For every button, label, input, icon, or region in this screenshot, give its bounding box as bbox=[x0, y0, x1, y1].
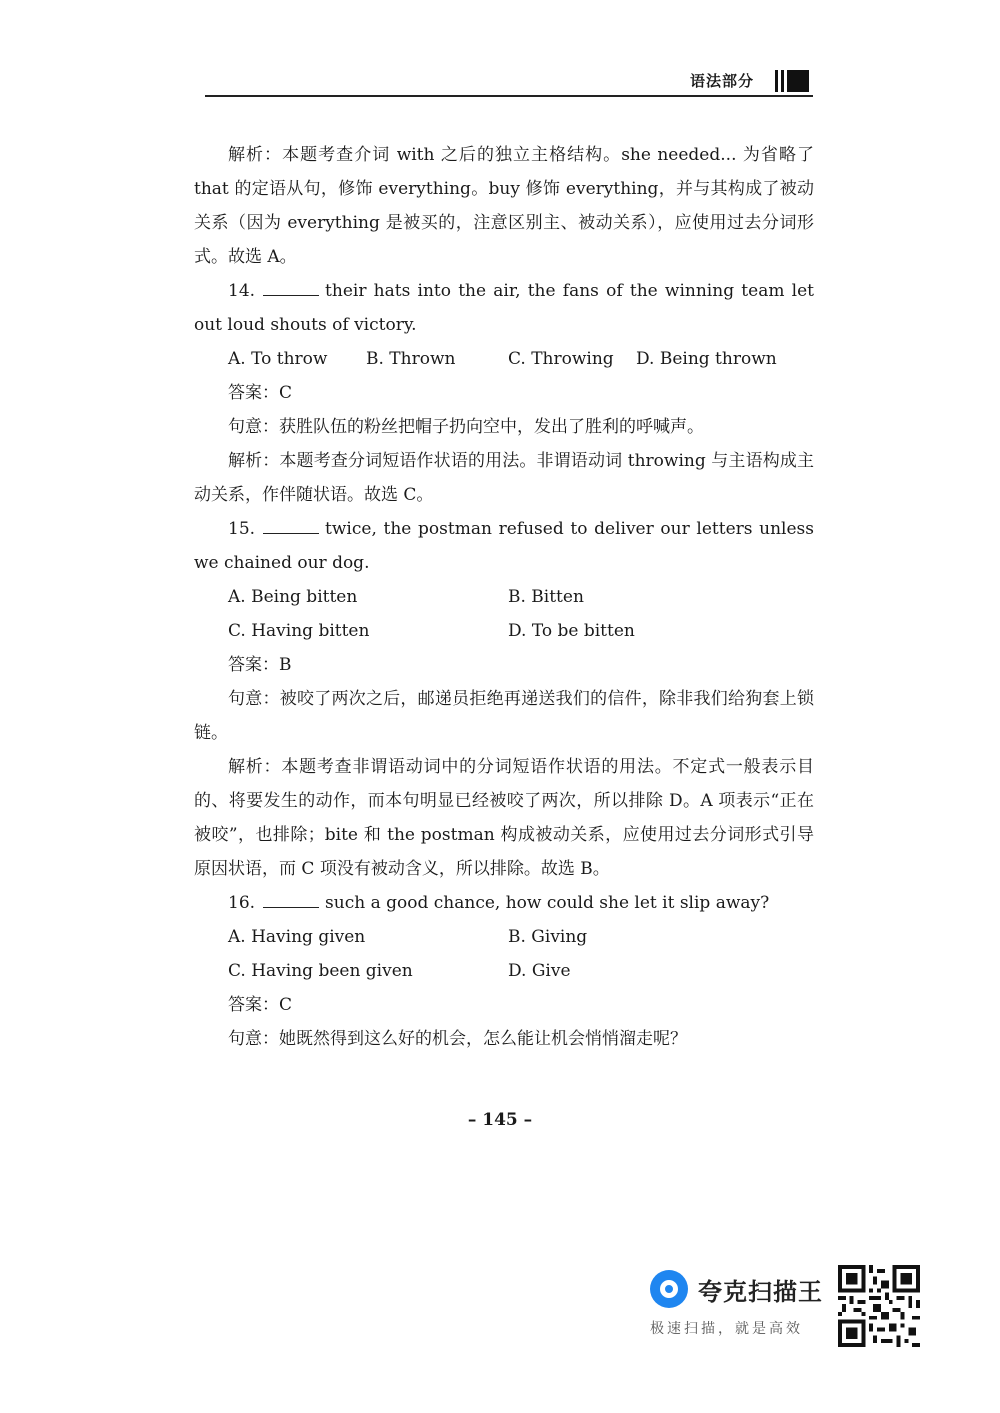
option-d: D. Being thrown bbox=[636, 349, 777, 369]
option-d: D. To be bitten bbox=[508, 621, 635, 641]
question-14-meaning: 句意：获胜队伍的粉丝把帽子扔向空中，发出了胜利的呼喊声。 bbox=[228, 417, 704, 437]
option-c: C. Having been given bbox=[228, 961, 413, 981]
header-divider bbox=[205, 95, 813, 97]
question-16-options-row-1 bbox=[194, 920, 814, 954]
intro-analysis: 解析：本题考查介词 with 之后的独立主格结构。she needed... 为省略了 that 的定语从句，修饰 everything。buy 修饰 everything，并与其构成了被动关系（因为 everything 是被买的，注意区别主、被动关系），应使用过去分词形式。故选 A。 bbox=[194, 145, 814, 267]
section-marker bbox=[775, 70, 809, 92]
question-16-stem: 16. such a good chance, how could she let it slip away? bbox=[228, 893, 770, 913]
watermark-brand: 夸克扫描王 bbox=[698, 1278, 823, 1306]
page-body bbox=[194, 138, 814, 1056]
option-c: C. Having bitten bbox=[228, 621, 370, 641]
option-a: A. Having given bbox=[228, 927, 366, 947]
option-b: B. Bitten bbox=[508, 587, 584, 607]
quark-logo-icon bbox=[650, 1270, 688, 1308]
question-15-options-row-1 bbox=[194, 580, 814, 614]
question-14-options bbox=[194, 342, 814, 376]
question-14-stem: 14. their hats into the air, the fans of the winning team let out loud shouts of victory. bbox=[194, 281, 814, 335]
question-14-analysis: 解析：本题考查分词短语作状语的用法。非谓语动词 throwing 与主语构成主动关系，作伴随状语。故选 C。 bbox=[194, 451, 814, 505]
option-a: A. To throw bbox=[228, 349, 328, 369]
question-16-answer: 答案：C bbox=[228, 995, 293, 1015]
question-15-options-row-2 bbox=[194, 614, 814, 648]
option-a: A. Being bitten bbox=[228, 587, 358, 607]
question-15-meaning: 句意：被咬了两次之后，邮递员拒绝再递送我们的信件，除非我们给狗套上锁链。 bbox=[194, 689, 814, 743]
qr-code-icon bbox=[838, 1265, 920, 1347]
page-number: – 145 – bbox=[467, 1110, 533, 1130]
option-b: B. Thrown bbox=[366, 349, 456, 369]
scanner-watermark bbox=[648, 1266, 834, 1346]
question-15-answer: 答案：B bbox=[228, 655, 292, 675]
option-d: D. Give bbox=[508, 961, 571, 981]
watermark-slogan: 极速扫描，就是高效 bbox=[650, 1321, 803, 1337]
question-14-answer: 答案：C bbox=[228, 383, 293, 403]
option-c: C. Throwing bbox=[508, 349, 614, 369]
section-title: 语法部分 bbox=[690, 72, 755, 90]
question-16-meaning: 句意：她既然得到这么好的机会，怎么能让机会悄悄溜走呢？ bbox=[228, 1029, 687, 1049]
question-16-options-row-2 bbox=[194, 954, 814, 988]
option-b: B. Giving bbox=[508, 927, 588, 947]
question-15-stem: 15. twice, the postman refused to deliver our letters unless we chained our dog. bbox=[194, 519, 814, 573]
question-15-analysis: 解析：本题考查非谓语动词中的分词短语作状语的用法。不定式一般表示目的、将要发生的动作，而本句明显已经被咬了两次，所以排除 D。A 项表示“正在被咬”，也排除；bite 和 the postman 构成被动关系，应使用过去分词形式引导原因状语，而 C 项没有被动含义，所以排除。故选 B。 bbox=[194, 757, 814, 879]
